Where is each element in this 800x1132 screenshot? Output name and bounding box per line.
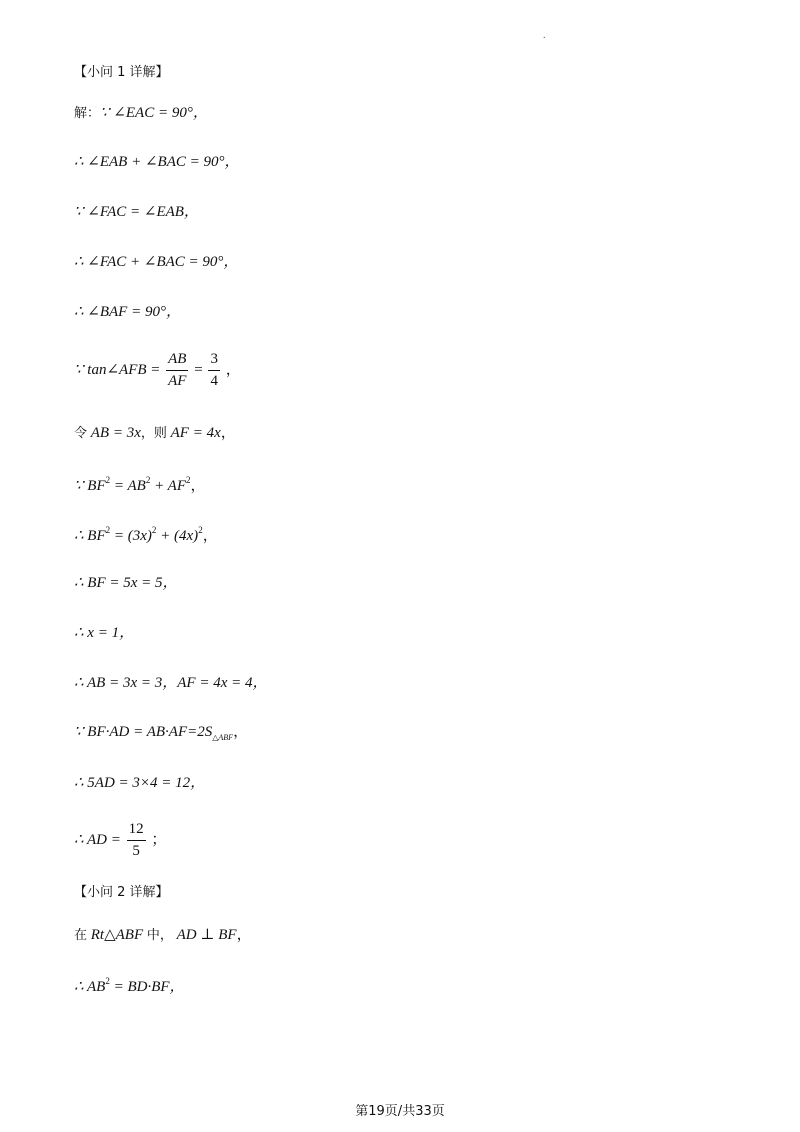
section-1-title: 【小问 1 详解】: [74, 65, 169, 80]
line-8-a: ∵ BF: [74, 478, 106, 494]
line-16-b: Rt△ABF: [90, 927, 144, 943]
line-3: ∵ ∠FAC = ∠EAB，: [74, 204, 199, 220]
line-4: ∴ ∠FAC + ∠BAC = 90°，: [74, 254, 239, 270]
line-12: ∴ AB = 3x = 3，AF = 4x = 4，: [74, 675, 268, 691]
exponent: 2: [145, 475, 151, 485]
line-16-a: 在: [74, 928, 88, 943]
line-9: [74, 526, 218, 544]
fraction-12-5: [127, 822, 146, 859]
line-2: ∴ ∠EAB + ∠BAC = 90°，: [74, 154, 240, 170]
solution-label: 解：: [74, 106, 101, 121]
line-14: ∴ 5AD = 3×4 = 12，: [74, 775, 206, 791]
line-1: [74, 106, 208, 121]
line-15: [74, 822, 166, 859]
line-16-c: 中，: [146, 928, 173, 943]
fraction-3-4: [208, 352, 220, 389]
line-16-e: ，: [236, 927, 252, 943]
line-1-math: ∵ ∠EAC = 90°，: [100, 105, 208, 121]
header-dot: .: [543, 30, 546, 41]
line-16: [74, 928, 252, 943]
line-13-a: ∵ BF·AD = AB·AF=2S: [74, 724, 213, 740]
line-8-g: ，: [190, 478, 206, 494]
subscript: △ABF: [212, 733, 234, 742]
fraction-numerator: 12: [127, 822, 146, 841]
exponent: 2: [186, 475, 191, 485]
fraction-denominator: AF: [168, 373, 187, 389]
line-7-e: ，: [220, 425, 236, 441]
exponent: 2: [105, 475, 111, 485]
line-9-e: + (4x): [156, 528, 199, 544]
line-17-a: ∴ AB: [74, 979, 106, 995]
line-11: ∴ x = 1，: [74, 625, 135, 641]
line-9-a: ∴ BF: [74, 528, 106, 544]
section-2-title: 【小问 2 详解】: [74, 885, 169, 900]
line-7: [74, 426, 236, 441]
fraction-denominator: 4: [210, 373, 218, 389]
line-7-b: AB = 3x: [90, 425, 141, 441]
line-17: [74, 977, 185, 995]
line-8-c: = AB: [110, 478, 146, 494]
line-6-lhs: ∵ tan∠AFB =: [74, 361, 161, 378]
line-7-a: 令: [74, 426, 88, 441]
line-6-end: ，: [225, 361, 241, 378]
fraction-denominator: 5: [132, 843, 140, 859]
page-footer: 第19页/共33页: [355, 1104, 445, 1119]
line-13: [74, 725, 248, 742]
line-6: [74, 352, 241, 389]
fraction-numerator: 3: [208, 352, 220, 371]
exponent: 2: [198, 525, 203, 535]
line-9-c: = (3x): [110, 528, 152, 544]
line-15-lhs: ∴ AD =: [74, 831, 121, 848]
exponent: 2: [105, 976, 110, 986]
line-9-g: ，: [202, 528, 218, 544]
exponent: 2: [151, 525, 157, 535]
fraction-numerator: AB: [166, 352, 188, 371]
line-8: [74, 476, 206, 494]
exponent: 2: [105, 525, 111, 535]
line-17-c: = BD·BF，: [109, 979, 185, 995]
line-6-eq: =: [194, 361, 203, 378]
line-13-c: ，: [233, 724, 249, 740]
line-5: ∴ ∠BAF = 90°，: [74, 304, 181, 320]
fraction-ab-af: [166, 352, 188, 389]
line-10: ∴ BF = 5x = 5，: [74, 575, 178, 591]
line-7-c: ，则: [140, 426, 167, 441]
line-7-d: AF = 4x: [170, 425, 221, 441]
line-15-end: ；: [151, 831, 167, 848]
line-8-e: + AF: [150, 478, 186, 494]
line-16-d: AD ⊥ BF: [176, 927, 237, 943]
